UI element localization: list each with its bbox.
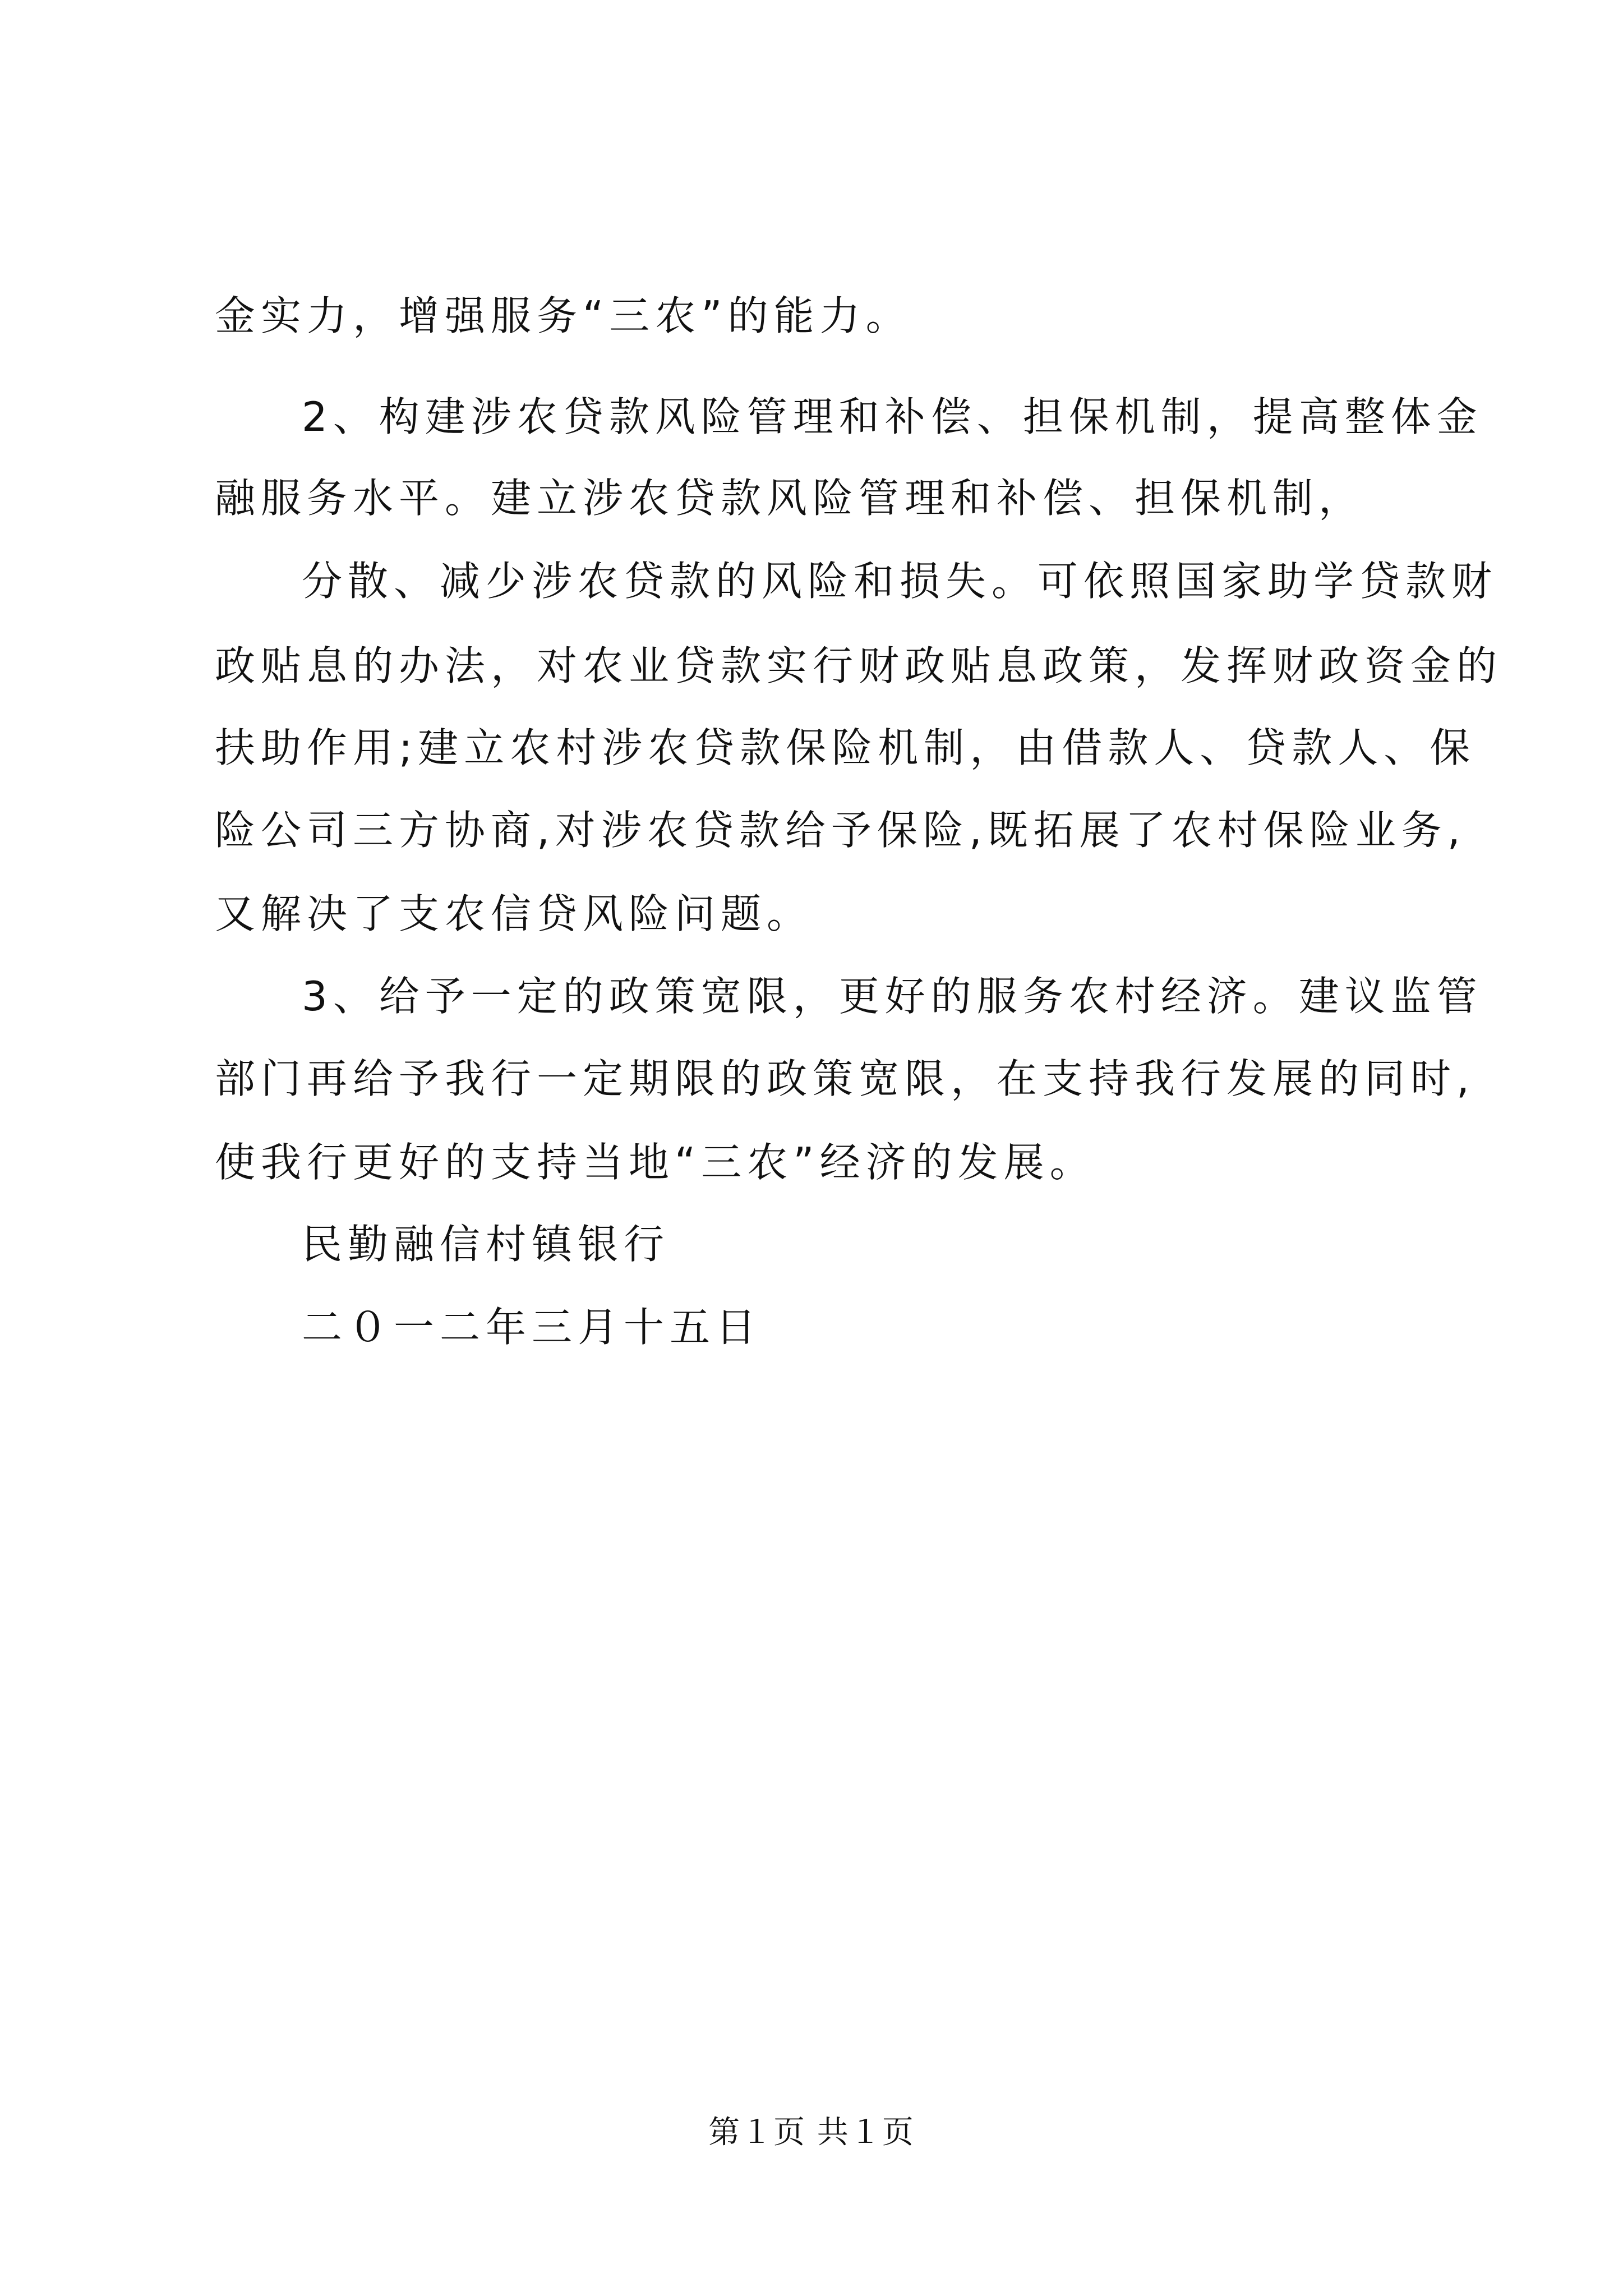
paragraph-3-start: 3、给予一定的政策宽限，更好的服务农村经济。建议监管 xyxy=(302,973,1483,1020)
page-footer: 第１页 共１页 xyxy=(708,2114,915,2151)
body-line: 融服务水平。建立涉农贷款风险管理和补偿、担保机制， xyxy=(215,475,1365,522)
body-line: 政贴息的办法，对农业贷款实行财政贴息政策，发挥财政资金的 xyxy=(215,642,1503,689)
signature-organization: 民勤融信村镇银行 xyxy=(302,1221,670,1268)
body-line: 部门再给予我行一定期限的政策宽限，在支持我行发展的同时, xyxy=(215,1055,1475,1102)
body-line: 又解决了支农信贷风险问题。 xyxy=(215,890,813,937)
body-line: 扶助作用;建立农村涉农贷款保险机制，由借款人、贷款人、保 xyxy=(215,724,1476,771)
body-line: 金实力，增强服务“三农”的能力。 xyxy=(215,292,912,339)
signature-date: 二０一二年三月十五日 xyxy=(302,1304,762,1351)
body-line: 分散、减少涉农贷款的风险和损失。可依照国家助学贷款财 xyxy=(302,558,1498,605)
body-line: 险公司三方协商,对涉农贷款给予保险,既拓展了农村保险业务, xyxy=(215,807,1466,854)
paragraph-2-start: 2、构建涉农贷款风险管理和补偿、担保机制，提高整体金 xyxy=(302,393,1483,440)
body-line: 使我行更好的支持当地“三农”经济的发展。 xyxy=(215,1139,1096,1186)
